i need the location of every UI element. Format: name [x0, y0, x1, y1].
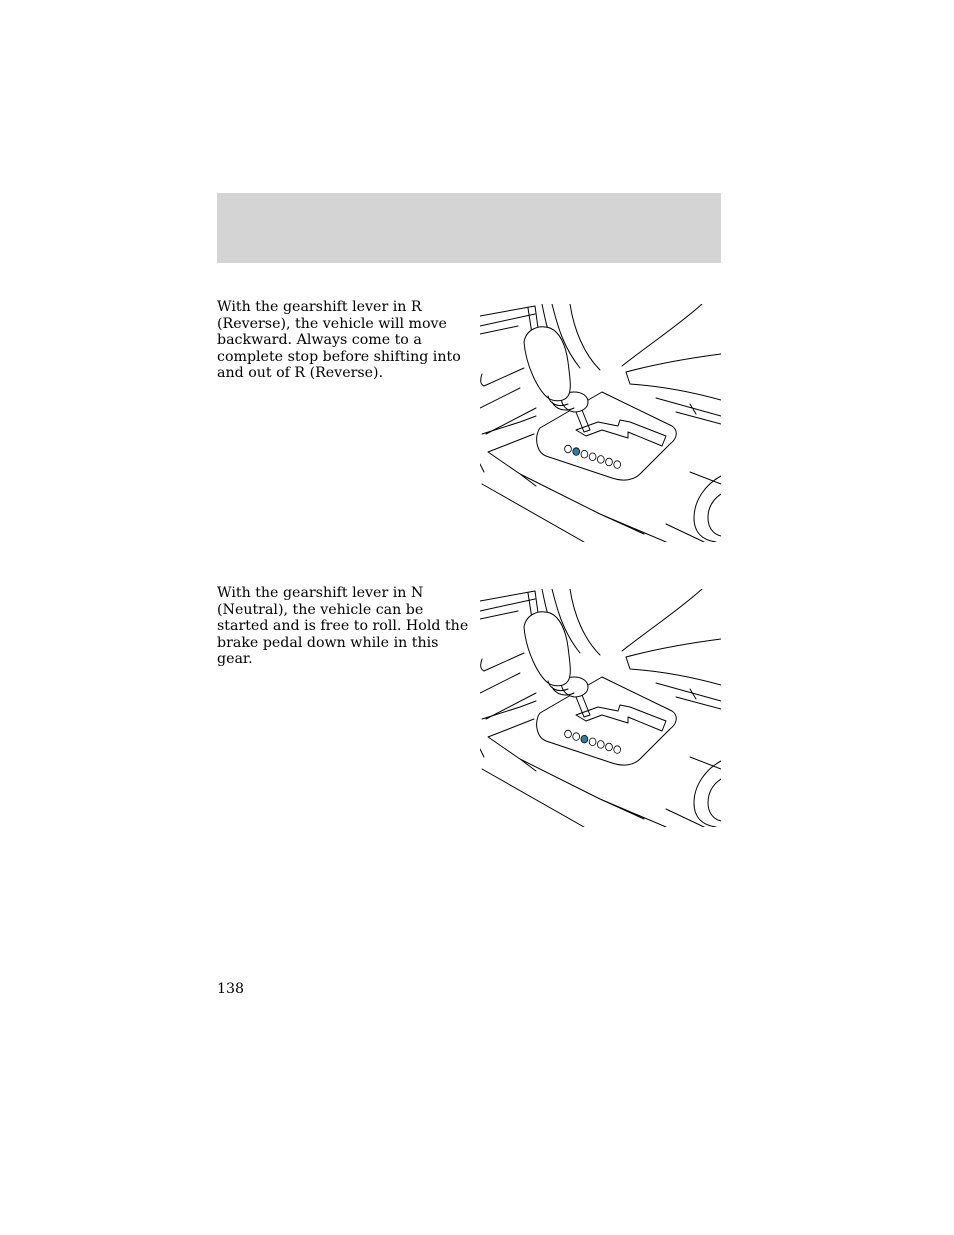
gear-indicator-3: [597, 456, 604, 464]
gear-indicator-R: [573, 733, 580, 741]
gear-indicator-N: [581, 450, 588, 458]
gear-indicator-N: [581, 735, 588, 743]
lever-shaft: [576, 695, 590, 717]
armrest: [622, 304, 721, 424]
knob: [524, 612, 570, 686]
gear-indicator-D: [589, 738, 596, 746]
dash-vent: [480, 591, 538, 619]
gear-indicator-1: [614, 746, 621, 754]
gear-indicator-1: [614, 461, 621, 469]
gear-indicator-2: [606, 743, 613, 751]
console-left-edge: [480, 653, 536, 719]
dash-vent: [480, 306, 538, 334]
reverse-paragraph: With the gearshift lever in R (Reverse), the vehicle will move backward. Always come to a complete stop before shifting into and out of R (Reverse).: [217, 299, 461, 382]
section-header-band: [217, 193, 721, 263]
lever-shaft: [576, 410, 590, 432]
gearshift-console-svg: [480, 589, 721, 827]
console-body: [480, 416, 721, 542]
console-body: [480, 701, 721, 827]
gearshift-reverse-illustration: [480, 304, 721, 542]
shift-slot: [576, 705, 666, 731]
right-trim: [694, 761, 721, 827]
gear-indicator-P: [565, 445, 572, 453]
knob: [524, 327, 570, 401]
right-trim: [694, 476, 721, 542]
neutral-paragraph: With the gearshift lever in N (Neutral), the vehicle can be started and is free to roll. Hold the brake pedal down while in this gear.: [217, 585, 469, 668]
gear-indicator-D: [589, 453, 596, 461]
console-left-edge: [480, 368, 536, 434]
gear-indicator-2: [606, 458, 613, 466]
gearshift-console-svg: [480, 304, 721, 542]
page-number: 138: [217, 981, 245, 997]
armrest: [622, 589, 721, 709]
gear-indicator-R: [573, 448, 580, 456]
gearshift-neutral-illustration: [480, 589, 721, 827]
shift-slot: [576, 420, 666, 446]
gear-indicator-3: [597, 741, 604, 749]
gear-indicator-P: [565, 730, 572, 738]
